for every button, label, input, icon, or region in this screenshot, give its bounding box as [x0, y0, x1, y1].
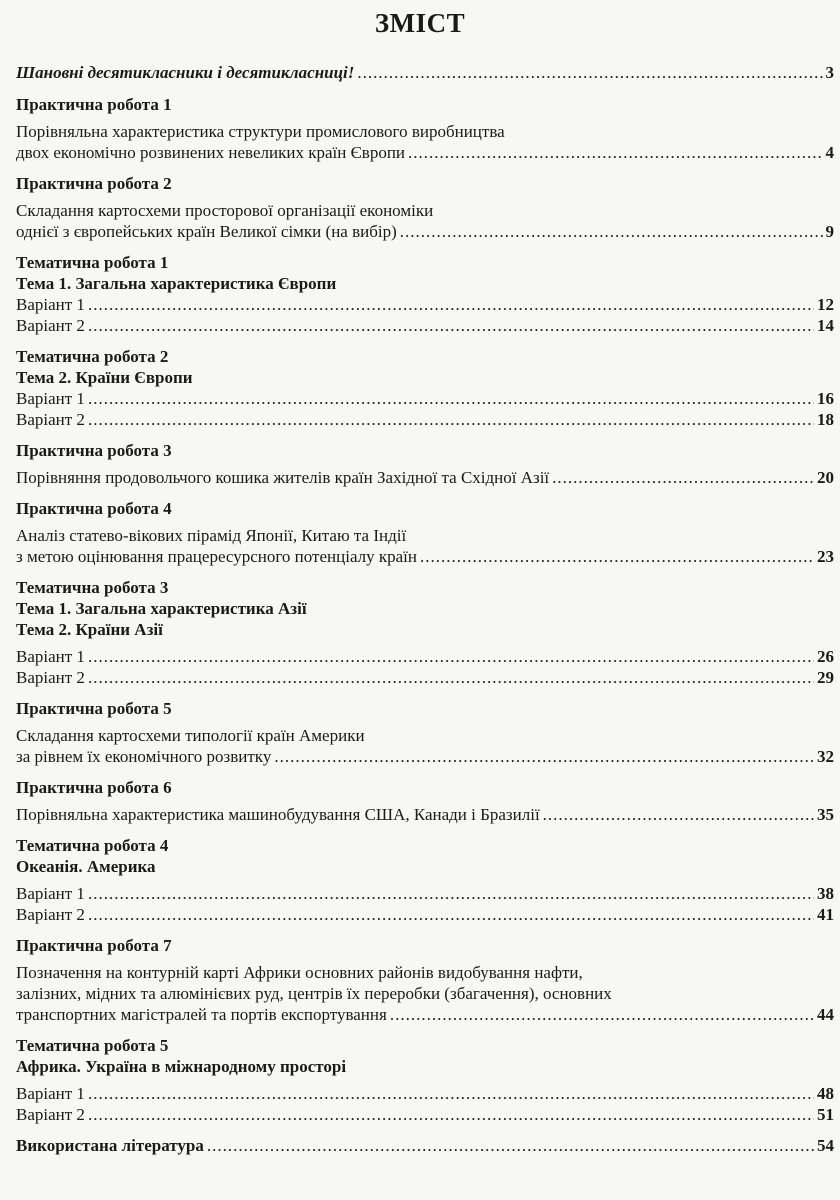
page-number: 32: [817, 747, 834, 766]
toc-entry[interactable]: [16, 1004, 834, 1025]
section-heading: Тематична робота 5: [16, 1036, 169, 1055]
topic-heading: Тема 2. Країни Азії: [16, 620, 163, 639]
page-number: 16: [817, 389, 834, 408]
toc-entry-variant-2[interactable]: [16, 315, 834, 336]
toc-entry-variant-1[interactable]: [16, 883, 834, 904]
toc-section-thematic-1: [16, 252, 834, 336]
entry-label: Варіант 2: [16, 668, 85, 687]
entry-label: Використана література: [16, 1136, 204, 1155]
table-of-contents: [16, 62, 834, 1166]
entry-label: двох економічно розвинених невеликих країн Європи: [16, 143, 406, 162]
page-number: 35: [817, 805, 834, 824]
page-number: 9: [825, 222, 834, 241]
section-heading: Практична робота 3: [16, 441, 172, 460]
page-number: 18: [817, 410, 834, 429]
toc-entry-variant-2[interactable]: [16, 409, 834, 430]
dot-leader: [88, 1083, 814, 1104]
dot-leader: [357, 62, 822, 83]
entry-text: Складання картосхеми типології країн Америки: [16, 726, 365, 745]
entry-label: Варіант 1: [16, 647, 85, 666]
toc-section-practical-1: [16, 94, 834, 163]
section-heading: Практична робота 4: [16, 499, 172, 518]
dot-leader: [543, 804, 814, 825]
page-number: 48: [817, 1084, 834, 1103]
toc-entry[interactable]: [16, 221, 834, 242]
section-heading: Практична робота 6: [16, 778, 172, 797]
entry-label: Варіант 1: [16, 389, 85, 408]
toc-section-thematic-2: [16, 346, 834, 430]
page-number: 51: [817, 1105, 834, 1124]
dot-leader: [420, 546, 814, 567]
dot-leader: [88, 1104, 814, 1125]
toc-section-thematic-3: [16, 577, 834, 688]
entry-label: за рівнем їх економічного розвитку: [16, 747, 272, 766]
toc-section-practical-5: [16, 698, 834, 767]
toc-entry-literature[interactable]: [16, 1135, 834, 1156]
dot-leader: [88, 294, 814, 315]
toc-entry[interactable]: [16, 546, 834, 567]
section-heading: Практична робота 5: [16, 699, 172, 718]
dot-leader: [88, 409, 814, 430]
page-number: 54: [817, 1136, 834, 1155]
section-heading: Тематична робота 1: [16, 253, 169, 272]
entry-label: Порівняльна характеристика машинобудування США, Канади і Бразилії: [16, 805, 540, 824]
entry-label: Варіант 2: [16, 316, 85, 335]
toc-entry[interactable]: [16, 142, 834, 163]
entry-label: транспортних магістралей та портів експортування: [16, 1005, 387, 1024]
section-heading: Практична робота 1: [16, 95, 172, 114]
page-number: 23: [817, 547, 834, 566]
toc-entry[interactable]: [16, 467, 834, 488]
topic-heading: Тема 2. Країни Європи: [16, 368, 193, 387]
entry-text: Аналіз статево-вікових пірамід Японії, Китаю та Індії: [16, 526, 407, 545]
toc-section-practical-2: [16, 173, 834, 242]
dot-leader: [88, 667, 814, 688]
page-number: 4: [825, 143, 834, 162]
dot-leader: [274, 746, 814, 767]
page-number: 3: [825, 63, 834, 82]
section-heading: Тематична робота 4: [16, 836, 169, 855]
toc-entry-variant-2[interactable]: [16, 1104, 834, 1125]
toc-entry-variant-1[interactable]: [16, 294, 834, 315]
section-heading: Тематична робота 2: [16, 347, 169, 366]
toc-entry[interactable]: [16, 746, 834, 767]
entry-text: залізних, мідних та алюмінієвих руд, центрів їх переробки (збагачення), основних: [16, 984, 612, 1003]
toc-entry[interactable]: [16, 804, 834, 825]
entry-label: Варіант 2: [16, 410, 85, 429]
entry-label: однієї з європейських країн Великої сімки (на вибір): [16, 222, 397, 241]
toc-section-practical-6: [16, 777, 834, 825]
toc-section-thematic-4: [16, 835, 834, 925]
toc-entry-variant-2[interactable]: [16, 904, 834, 925]
page-number: 44: [817, 1005, 834, 1024]
toc-section-practical-4: [16, 498, 834, 567]
entry-label: Варіант 1: [16, 295, 85, 314]
toc-entry-variant-2[interactable]: [16, 667, 834, 688]
toc-entry-intro[interactable]: [16, 62, 834, 83]
entry-text: Порівняльна характеристика структури промислового виробництва: [16, 122, 505, 141]
entry-label: Порівняння продовольчого кошика жителів країн Західної та Східної Азії: [16, 468, 550, 487]
entry-label: Варіант 2: [16, 1105, 85, 1124]
entry-label: Варіант 1: [16, 1084, 85, 1103]
toc-entry-variant-1[interactable]: [16, 646, 834, 667]
dot-leader: [88, 646, 814, 667]
dot-leader: [207, 1135, 814, 1156]
entry-text: Позначення на контурній карті Африки основних районів видобування нафти,: [16, 963, 583, 982]
entry-text: Складання картосхеми просторової організації економіки: [16, 201, 434, 220]
page-number: 41: [817, 905, 834, 924]
entry-label: Шановні десятикласники і десятикласниці!: [16, 63, 355, 82]
page-title: ЗМІСТ: [374, 8, 466, 38]
page-number: 14: [817, 316, 834, 335]
page-number: 29: [817, 668, 834, 687]
topic-heading: Тема 1. Загальна характеристика Азії: [16, 599, 307, 618]
section-heading: Практична робота 7: [16, 936, 172, 955]
page-number: 20: [817, 468, 834, 487]
page-number: 12: [817, 295, 834, 314]
dot-leader: [88, 883, 814, 904]
dot-leader: [390, 1004, 814, 1025]
toc-section-literature: [16, 1135, 834, 1156]
topic-heading: Океанія. Америка: [16, 857, 156, 876]
entry-label: Варіант 1: [16, 884, 85, 903]
toc-section-practical-7: [16, 935, 834, 1025]
section-heading: Практична робота 2: [16, 174, 172, 193]
page-number: 38: [817, 884, 834, 903]
entry-label: з метою оцінювання працересурсного потенціалу країн: [16, 547, 417, 566]
toc-section-thematic-5: [16, 1035, 834, 1125]
topic-heading: Африка. Україна в міжнародному просторі: [16, 1057, 347, 1076]
toc-entry-variant-1[interactable]: [16, 388, 834, 409]
toc-entry-variant-1[interactable]: [16, 1083, 834, 1104]
toc-section-practical-3: [16, 440, 834, 488]
page-number: 26: [817, 647, 834, 666]
dot-leader: [400, 221, 823, 242]
dot-leader: [552, 467, 814, 488]
entry-label: Варіант 2: [16, 905, 85, 924]
section-heading: Тематична робота 3: [16, 578, 169, 597]
dot-leader: [88, 904, 814, 925]
dot-leader: [88, 388, 814, 409]
topic-heading: Тема 1. Загальна характеристика Європи: [16, 274, 337, 293]
toc-section-intro: [16, 62, 834, 83]
dot-leader: [88, 315, 814, 336]
dot-leader: [408, 142, 822, 163]
